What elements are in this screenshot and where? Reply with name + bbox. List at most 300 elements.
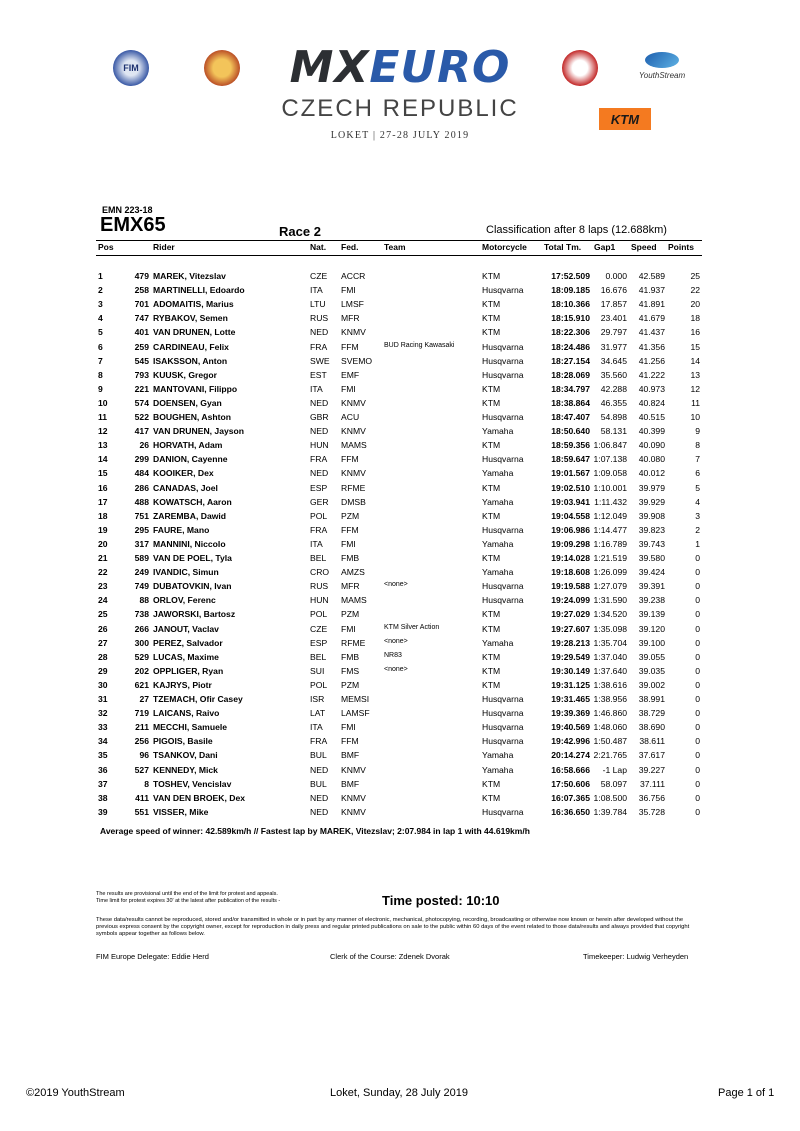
result-motorcycle: Yamaha	[482, 468, 514, 479]
result-pos: 8	[98, 369, 103, 380]
result-total-time: 19:24.099	[551, 595, 590, 606]
provisional-note	[96, 891, 356, 905]
result-total-time: 18:38.864	[551, 397, 590, 408]
result-speed: 39.424	[638, 567, 665, 578]
youthstream-swoosh-icon	[645, 52, 679, 68]
result-pos: 2	[98, 285, 103, 296]
result-motorcycle: Husqvarna	[482, 454, 524, 465]
result-speed: 40.090	[638, 440, 665, 451]
col-header-points: Points	[668, 242, 694, 252]
result-pos: 36	[98, 764, 108, 775]
table-row	[0, 299, 800, 313]
result-motorcycle: Husqvarna	[482, 806, 524, 817]
result-motorcycle: Yamaha	[482, 764, 514, 775]
result-fed: RFME	[341, 482, 366, 493]
result-rider: MECCHI, Samuele	[153, 722, 228, 733]
table-row	[0, 370, 800, 384]
result-nat: GER	[310, 496, 329, 507]
result-gap: 58.097	[600, 778, 627, 789]
col-header-pos: Pos	[98, 242, 114, 252]
result-total-time: 19:19.588	[551, 581, 590, 592]
result-fed: AMZS	[341, 567, 365, 578]
result-motorcycle: Husqvarna	[482, 341, 524, 352]
table-row	[0, 327, 800, 341]
result-rider: MARTINELLI, Edoardo	[153, 285, 245, 296]
result-points: 0	[695, 553, 700, 563]
result-pos: 1	[98, 271, 103, 281]
result-gap: 1:46.860	[593, 708, 627, 719]
result-nat: NED	[310, 426, 329, 437]
table-row	[0, 356, 800, 370]
race-summary: Average speed of winner: 42.589km/h // Fastest lap by MAREK, Vitezslav; 2:07.984 in lap 1 with 44.619km/h	[100, 826, 530, 836]
result-total-time: 18:34.797	[551, 383, 590, 394]
result-nat: NED	[310, 764, 329, 775]
result-total-time: 18:59.647	[551, 454, 590, 465]
result-number: 8	[144, 778, 149, 789]
result-points: 4	[695, 496, 700, 507]
result-fed: KNMV	[341, 327, 366, 338]
result-points: 0	[695, 581, 700, 592]
result-points: 2	[695, 524, 700, 535]
result-total-time: 19:42.996	[551, 736, 590, 747]
result-points: 20	[690, 299, 700, 310]
club-logo	[562, 50, 598, 86]
result-gap: 0.000	[605, 271, 627, 281]
result-speed: 41.256	[638, 355, 665, 366]
result-pos: 13	[98, 440, 108, 451]
result-speed: 39.238	[638, 595, 665, 606]
result-pos: 10	[98, 397, 108, 408]
result-fed: LAMSF	[341, 708, 370, 719]
result-rider: TZEMACH, Ofir Casey	[153, 694, 243, 704]
result-gap: 42.288	[600, 383, 627, 394]
result-number: 479	[134, 271, 149, 281]
result-motorcycle: Yamaha	[482, 637, 514, 648]
result-total-time: 19:40.569	[551, 722, 590, 733]
result-number: 747	[134, 313, 149, 324]
result-nat: SWE	[310, 355, 330, 366]
result-speed: 39.035	[638, 665, 665, 676]
result-number: 545	[134, 355, 149, 366]
result-rider: VISSER, Mike	[153, 806, 209, 817]
result-number: 249	[134, 567, 149, 578]
result-number: 401	[134, 327, 149, 338]
table-row	[0, 624, 800, 638]
result-total-time: 19:27.607	[551, 623, 590, 634]
result-speed: 38.611	[639, 736, 665, 747]
result-nat: BEL	[310, 553, 327, 563]
result-pos: 35	[98, 750, 108, 761]
footer-page: Page 1 of 1	[718, 1087, 775, 1099]
classification-info: Classification after 8 laps (12.688km)	[486, 224, 667, 236]
result-points: 0	[695, 609, 700, 620]
table-row	[0, 765, 800, 779]
result-gap: 1:08.500	[593, 792, 627, 803]
result-points: 0	[695, 665, 700, 676]
result-motorcycle: Yamaha	[482, 538, 514, 549]
table-row	[0, 779, 800, 793]
result-number: 551	[134, 806, 149, 817]
result-speed: 40.080	[638, 454, 665, 465]
result-points: 0	[695, 736, 700, 747]
result-motorcycle: Husqvarna	[482, 736, 524, 747]
result-gap: 1:34.520	[593, 609, 627, 620]
result-team: <none>	[384, 637, 408, 645]
result-fed: FFM	[341, 341, 359, 352]
result-fed: MEMSI	[341, 694, 370, 704]
table-row	[0, 680, 800, 694]
result-motorcycle: Husqvarna	[482, 595, 524, 606]
result-pos: 33	[98, 722, 108, 733]
result-number: 529	[134, 651, 149, 662]
table-row	[0, 483, 800, 497]
table-row	[0, 539, 800, 553]
result-fed: PZM	[341, 510, 360, 521]
result-speed: 39.929	[638, 496, 665, 507]
result-total-time: 18:28.069	[551, 369, 590, 380]
result-fed: FMI	[341, 383, 356, 394]
result-pos: 5	[98, 327, 103, 338]
result-nat: NED	[310, 468, 329, 479]
result-total-time: 19:02.510	[551, 482, 590, 493]
result-gap: 23.401	[600, 313, 627, 324]
result-total-time: 18:10.366	[551, 299, 590, 310]
result-pos: 29	[98, 665, 108, 676]
result-motorcycle: KTM	[482, 313, 501, 324]
result-nat: FRA	[310, 454, 328, 465]
table-row	[0, 398, 800, 412]
result-rider: KUUSK, Gregor	[153, 369, 217, 380]
result-nat: ESP	[310, 637, 328, 648]
result-speed: 41.679	[638, 313, 665, 324]
result-number: 256	[134, 736, 149, 747]
result-fed: RFME	[341, 637, 366, 648]
result-gap: 1:37.040	[593, 651, 627, 662]
table-row	[0, 285, 800, 299]
result-rider: LAICANS, Raivo	[153, 708, 220, 719]
result-pos: 24	[98, 595, 108, 606]
result-team: <none>	[384, 581, 408, 589]
result-pos: 16	[98, 482, 108, 493]
result-speed: 38.991	[638, 694, 665, 704]
result-fed: LMSF	[341, 299, 364, 310]
result-number: 295	[134, 524, 149, 535]
result-number: 701	[134, 299, 149, 310]
result-rider: MANNINI, Niccolo	[153, 538, 226, 549]
result-points: 0	[695, 567, 700, 578]
result-rider: ZAREMBA, Dawid	[153, 510, 227, 521]
result-gap: -1 Lap	[602, 764, 627, 775]
table-row	[0, 793, 800, 807]
result-pos: 32	[98, 708, 108, 719]
result-number: 317	[134, 538, 149, 549]
provisional-line-1: The results are provisional until the end of the limit for protest and appeals.	[96, 891, 278, 897]
result-speed: 39.139	[638, 609, 665, 620]
table-row	[0, 567, 800, 581]
table-row	[0, 595, 800, 609]
result-motorcycle: KTM	[482, 609, 501, 620]
result-pos: 28	[98, 651, 108, 662]
result-pos: 25	[98, 609, 108, 620]
ktm-logo: KTM	[599, 108, 651, 130]
table-row	[0, 553, 800, 567]
result-fed: FMS	[341, 665, 360, 676]
result-points: 0	[695, 679, 700, 690]
result-pos: 39	[98, 806, 108, 817]
result-pos: 23	[98, 581, 108, 592]
result-total-time: 17:52.509	[551, 271, 590, 281]
result-fed: KNMV	[341, 792, 366, 803]
result-pos: 37	[98, 778, 108, 789]
result-nat: NED	[310, 792, 329, 803]
result-nat: FRA	[310, 736, 328, 747]
result-gap: 1:21.519	[593, 553, 627, 563]
result-pos: 14	[98, 454, 108, 465]
table-row	[0, 342, 800, 356]
result-motorcycle: Husqvarna	[482, 581, 524, 592]
result-rider: CANADAS, Joel	[153, 482, 218, 493]
result-speed: 39.743	[638, 538, 665, 549]
result-total-time: 19:09.298	[551, 538, 590, 549]
result-total-time: 19:31.125	[551, 679, 590, 690]
result-nat: GBR	[310, 412, 329, 422]
result-motorcycle: KTM	[482, 383, 501, 394]
result-fed: FMB	[341, 651, 360, 662]
result-total-time: 18:22.306	[551, 327, 590, 338]
result-rider: CARDINEAU, Felix	[153, 341, 229, 352]
result-pos: 3	[98, 299, 103, 310]
result-motorcycle: KTM	[482, 482, 501, 493]
footer-date: Loket, Sunday, 28 July 2019	[330, 1087, 469, 1099]
result-motorcycle: KTM	[482, 778, 501, 789]
result-nat: ITA	[310, 285, 323, 296]
result-motorcycle: Husqvarna	[482, 285, 524, 296]
result-fed: KNMV	[341, 806, 366, 817]
result-pos: 34	[98, 736, 108, 747]
table-row	[0, 807, 800, 821]
result-motorcycle: KTM	[482, 510, 501, 521]
col-header-nat: Nat.	[310, 242, 327, 252]
table-row	[0, 497, 800, 511]
result-gap: 1:31.590	[593, 595, 627, 606]
table-row	[0, 412, 800, 426]
result-fed: FMI	[341, 285, 356, 296]
result-pos: 9	[98, 383, 103, 394]
copyright-note: These data/results cannot be reproduced, stored and/or transmitted in whole or in part by any manner of electronic, mechanical, photocopying, recording, broadcasting or otherwise now known or herein after developed without the previous express consent by the copyright owner, except for reproduction in daily press and regular printed publications on sale to the public within 60 days of the event related to those data/results and always provided that copyright symbols appear together as follows below.	[96, 917, 690, 938]
result-motorcycle: KTM	[482, 665, 501, 676]
result-gap: 35.560	[600, 369, 627, 380]
fim-logo: FIM	[113, 50, 149, 86]
result-fed: FFM	[341, 524, 359, 535]
result-points: 6	[695, 468, 700, 479]
result-fed: PZM	[341, 609, 360, 620]
result-points: 25	[690, 271, 700, 281]
result-gap: 1:26.099	[593, 567, 627, 578]
result-gap: 1:06.847	[593, 440, 627, 451]
result-motorcycle: Husqvarna	[482, 355, 524, 366]
table-row	[0, 581, 800, 595]
col-header-gap: Gap1	[594, 242, 616, 252]
result-points: 12	[690, 383, 700, 394]
result-fed: DMSB	[341, 496, 366, 507]
result-gap: 1:35.704	[593, 637, 627, 648]
result-gap: 1:48.060	[593, 722, 627, 733]
result-rider: TSANKOV, Dani	[153, 750, 218, 761]
result-points: 10	[690, 412, 700, 422]
result-number: 26	[139, 440, 149, 451]
result-nat: SUI	[310, 665, 325, 676]
result-rider: JANOUT, Vaclav	[153, 623, 219, 634]
result-speed: 39.580	[638, 553, 665, 563]
result-rider: LUCAS, Maxime	[153, 651, 219, 662]
result-pos: 17	[98, 496, 108, 507]
result-gap: 1:16.789	[593, 538, 627, 549]
result-speed: 40.824	[638, 397, 665, 408]
result-points: 0	[695, 623, 700, 634]
result-speed: 41.891	[638, 299, 665, 310]
result-team: NR83	[384, 651, 402, 659]
result-pos: 26	[98, 623, 108, 634]
col-header-speed: Speed	[631, 242, 657, 252]
result-speed: 37.111	[639, 778, 665, 789]
result-gap: 31.977	[600, 341, 627, 352]
col-header-team: Team	[384, 242, 406, 252]
result-rider: KOWATSCH, Aaron	[153, 496, 232, 507]
result-total-time: 19:04.558	[551, 510, 590, 521]
result-speed: 42.589	[638, 271, 665, 281]
table-row	[0, 426, 800, 440]
result-gap: 1:37.640	[593, 665, 627, 676]
logo-euro-text: EURO	[369, 42, 511, 93]
header-divider-bottom	[96, 255, 702, 256]
result-speed: 38.729	[638, 708, 665, 719]
result-rider: KAJRYS, Piotr	[153, 679, 212, 690]
table-row	[0, 271, 800, 285]
result-gap: 1:38.956	[593, 694, 627, 704]
result-number: 299	[134, 454, 149, 465]
time-posted: Time posted: 10:10	[382, 893, 500, 908]
result-total-time: 19:03.941	[551, 496, 590, 507]
result-speed: 39.908	[638, 510, 665, 521]
result-gap: 1:10.001	[593, 482, 627, 493]
result-fed: FFM	[341, 454, 359, 465]
result-nat: HUN	[310, 440, 329, 451]
result-total-time: 18:47.407	[551, 412, 590, 422]
result-number: 589	[134, 553, 149, 563]
result-nat: LAT	[310, 708, 326, 719]
result-fed: KNMV	[341, 468, 366, 479]
footer-copyright: ©2019 YouthStream	[26, 1087, 125, 1099]
result-rider: RYBAKOV, Semen	[153, 313, 228, 324]
result-speed: 39.227	[638, 764, 665, 775]
result-nat: NED	[310, 806, 329, 817]
result-gap: 16.676	[600, 285, 627, 296]
result-points: 0	[695, 750, 700, 761]
result-pos: 30	[98, 679, 108, 690]
result-points: 5	[695, 482, 700, 493]
result-nat: NED	[310, 327, 329, 338]
result-points: 8	[695, 440, 700, 451]
result-rider: JAWORSKI, Bartosz	[153, 609, 236, 620]
result-total-time: 18:15.910	[551, 313, 590, 324]
result-rider: VAN DRUNEN, Lotte	[153, 327, 236, 338]
result-speed: 41.356	[638, 341, 665, 352]
document-code: EMN 223-18	[102, 205, 153, 215]
result-total-time: 16:58.666	[551, 764, 590, 775]
result-number: 259	[134, 341, 149, 352]
result-speed: 39.823	[638, 524, 665, 535]
result-speed: 41.937	[638, 285, 665, 296]
result-nat: ITA	[310, 722, 323, 733]
result-speed: 35.728	[638, 806, 665, 817]
result-number: 96	[139, 750, 149, 761]
result-points: 16	[690, 327, 700, 338]
table-row	[0, 694, 800, 708]
result-nat: CZE	[310, 271, 328, 281]
result-fed: ACU	[341, 412, 360, 422]
table-row	[0, 652, 800, 666]
result-motorcycle: Yamaha	[482, 567, 514, 578]
result-rider: PEREZ, Salvador	[153, 637, 223, 648]
result-nat: CRO	[310, 567, 330, 578]
result-number: 527	[134, 764, 149, 775]
result-motorcycle: KTM	[482, 792, 501, 803]
result-nat: FRA	[310, 341, 328, 352]
result-number: 621	[134, 679, 149, 690]
result-fed: SVEMO	[341, 355, 373, 366]
result-fed: FMI	[341, 623, 356, 634]
result-gap: 1:12.049	[593, 510, 627, 521]
result-number: 793	[134, 369, 149, 380]
result-total-time: 19:01.567	[551, 468, 590, 479]
result-gap: 1:27.079	[593, 581, 627, 592]
result-number: 574	[134, 397, 149, 408]
result-total-time: 18:09.185	[551, 285, 590, 296]
result-gap: 1:39.784	[593, 806, 627, 817]
result-pos: 4	[98, 313, 103, 324]
mxeuro-logo	[289, 42, 511, 93]
result-nat: LTU	[310, 299, 326, 310]
result-fed: PZM	[341, 679, 360, 690]
table-row	[0, 511, 800, 525]
result-gap: 1:09.058	[593, 468, 627, 479]
result-total-time: 20:14.274	[551, 750, 590, 761]
result-total-time: 19:28.213	[551, 637, 590, 648]
result-number: 266	[134, 623, 149, 634]
result-number: 300	[134, 637, 149, 648]
result-pos: 18	[98, 510, 108, 521]
result-rider: ORLOV, Ferenc	[153, 595, 216, 606]
result-pos: 20	[98, 538, 108, 549]
clerk-of-course: Clerk of the Course: Zdenek Dvorak	[330, 952, 450, 961]
result-fed: FFM	[341, 736, 359, 747]
table-row	[0, 708, 800, 722]
result-points: 18	[690, 313, 700, 324]
provisional-line-2: Time limit for protest expires 30' at the latest after publication of the results -	[96, 898, 281, 904]
result-points: 0	[695, 694, 700, 704]
result-fed: MFR	[341, 581, 360, 592]
col-header-total: Total Tm.	[544, 242, 582, 252]
result-motorcycle: KTM	[482, 397, 501, 408]
table-row	[0, 736, 800, 750]
result-gap: 54.898	[600, 412, 627, 422]
table-row	[0, 313, 800, 327]
table-row	[0, 525, 800, 539]
result-nat: BEL	[310, 651, 327, 662]
result-fed: FMB	[341, 553, 360, 563]
race-label: Race 2	[279, 224, 321, 239]
result-gap: 1:07.138	[593, 454, 627, 465]
